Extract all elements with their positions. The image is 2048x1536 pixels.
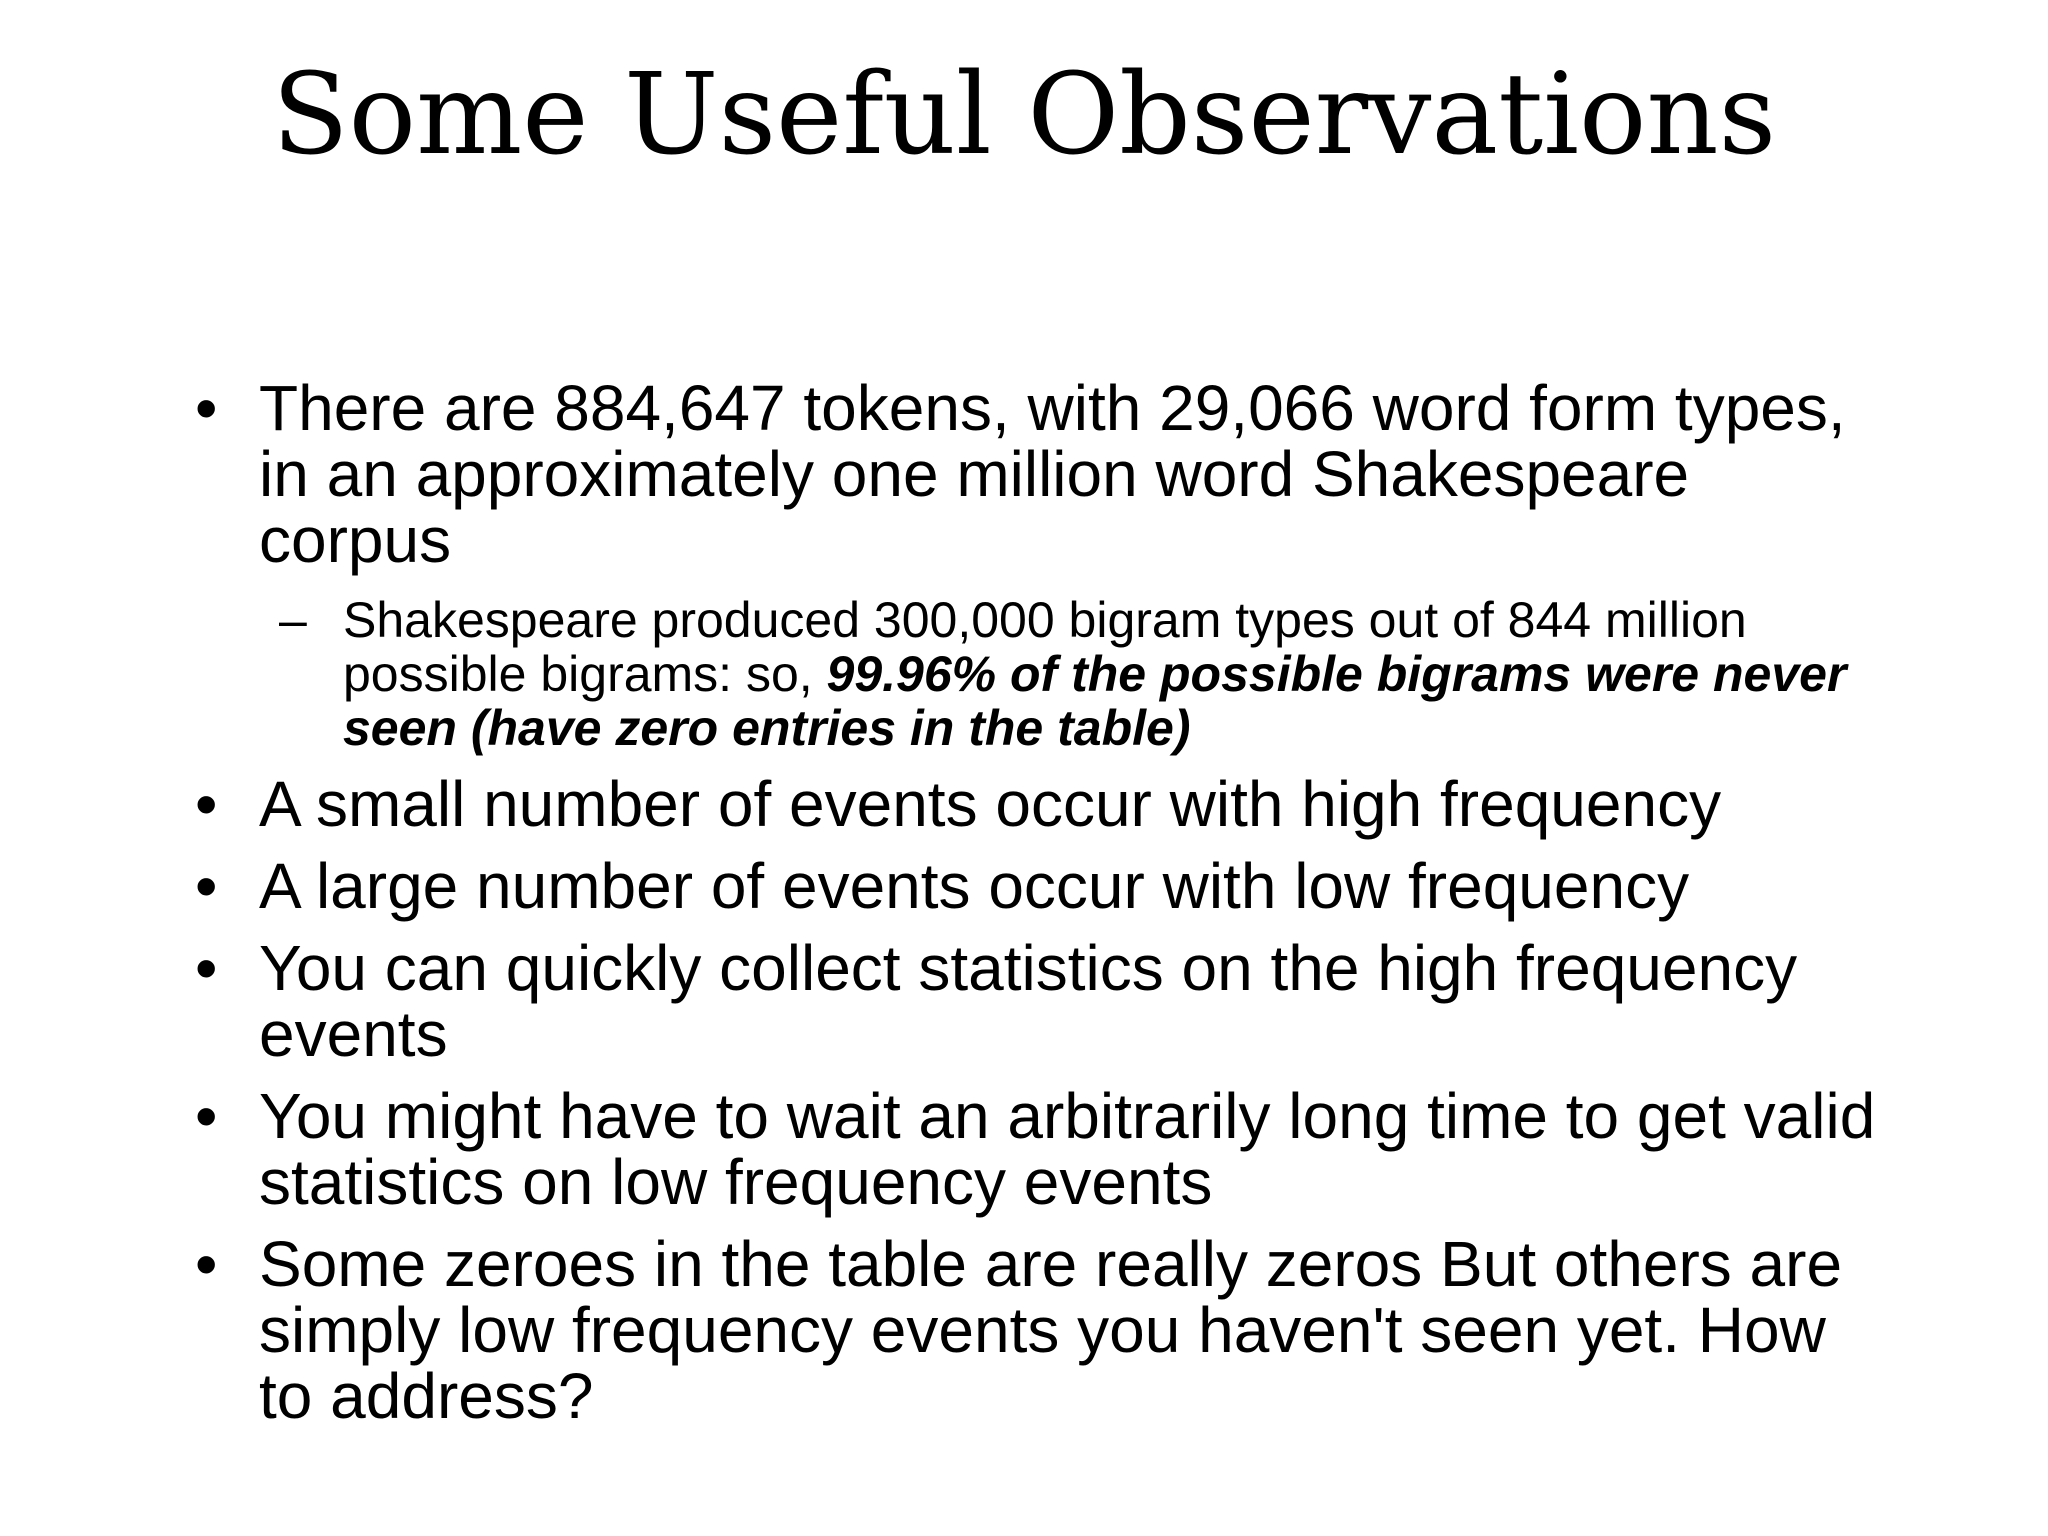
bullet-text: You might have to wait an arbitrarily long time to get valid statistics on low frequency events — [259, 1080, 1876, 1218]
bullet-text: There are 884,647 tokens, with 29,066 word form types, in an approximately one million word Shakespeare corpus — [259, 372, 1846, 576]
bullet-item — [195, 932, 1895, 1070]
sub-bullet-emphasis: 99.96% of the possible bigrams were never seen (have zero entries in the table) — [343, 646, 1847, 756]
bullet-text: A small number of events occur with high frequency — [259, 768, 1722, 840]
bullet-item — [195, 1228, 1895, 1432]
bullet-item — [195, 850, 1895, 922]
bullet-text: Some zeroes in the table are really zeros But others are simply low frequency events you haven't seen yet. How to address? — [259, 1228, 1843, 1432]
bullet-item — [195, 1080, 1895, 1218]
bullet-icon: • — [195, 372, 218, 444]
bullet-icon: • — [195, 850, 218, 922]
bullet-icon: • — [195, 768, 218, 840]
bullet-text: You can quickly collect statistics on the high frequency events — [259, 932, 1798, 1070]
bullet-list — [195, 372, 1895, 1445]
sub-bullet-text: Shakespeare produced 300,000 bigram types out of 844 million possible bigrams: so, — [343, 592, 1747, 702]
bullet-item — [195, 768, 1895, 840]
sub-bullet-item — [259, 593, 1895, 755]
bullet-icon: • — [195, 932, 218, 1004]
sub-bullet-list — [259, 593, 1895, 755]
bullet-text: A large number of events occur with low frequency — [259, 850, 1690, 922]
slide-title: Some Useful Observations — [271, 50, 1777, 180]
bullet-icon: • — [195, 1080, 218, 1152]
bullet-item — [195, 372, 1895, 756]
dash-icon: – — [279, 592, 307, 648]
bullet-icon: • — [195, 1228, 218, 1300]
